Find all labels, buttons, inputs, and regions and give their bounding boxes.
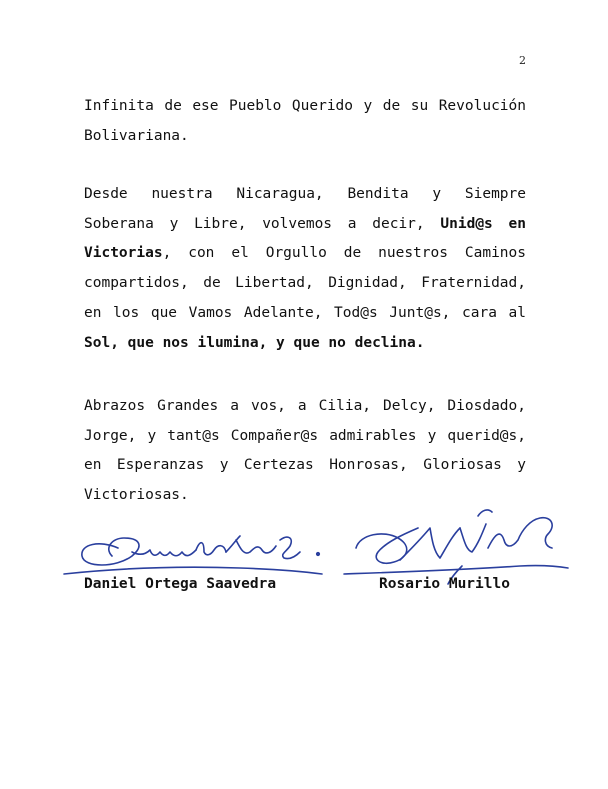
left-signature	[64, 536, 322, 574]
paragraph-text: Desde nuestra Nicaragua, Bendita y Siempre Soberana y Libre, volvemos a decir,	[84, 186, 526, 232]
bold-phrase-unidos: Unid@s en Victorias	[84, 215, 526, 262]
paragraph-text: , con el Orgullo de nuestros Caminos compartidos, de Libertad, Dignidad, Fraternidad, en los que Vamos Adelante, Tod@s Junt@s, cara al	[84, 245, 526, 321]
paragraph-closing-revolution: Infinita de ese Pueblo Querido y de su Revolución Bolivariana.	[84, 98, 526, 144]
right-signature	[344, 510, 568, 584]
signature-name-right: Rosario Murillo	[379, 576, 510, 592]
page-number: 2	[519, 54, 526, 67]
paragraph-abrazos: Abrazos Grandes a vos, a Cilia, Delcy, Diosdado, Jorge, y tant@s Compañer@s admirables y querid@s, en Esperanzas y Certezas Honrosas, Gloriosas y Victoriosas.	[84, 398, 526, 504]
bold-phrase-sol: Sol, que nos ilumina, y que no declina.	[84, 334, 425, 351]
signature-name-left: Daniel Ortega Saavedra	[84, 576, 277, 592]
